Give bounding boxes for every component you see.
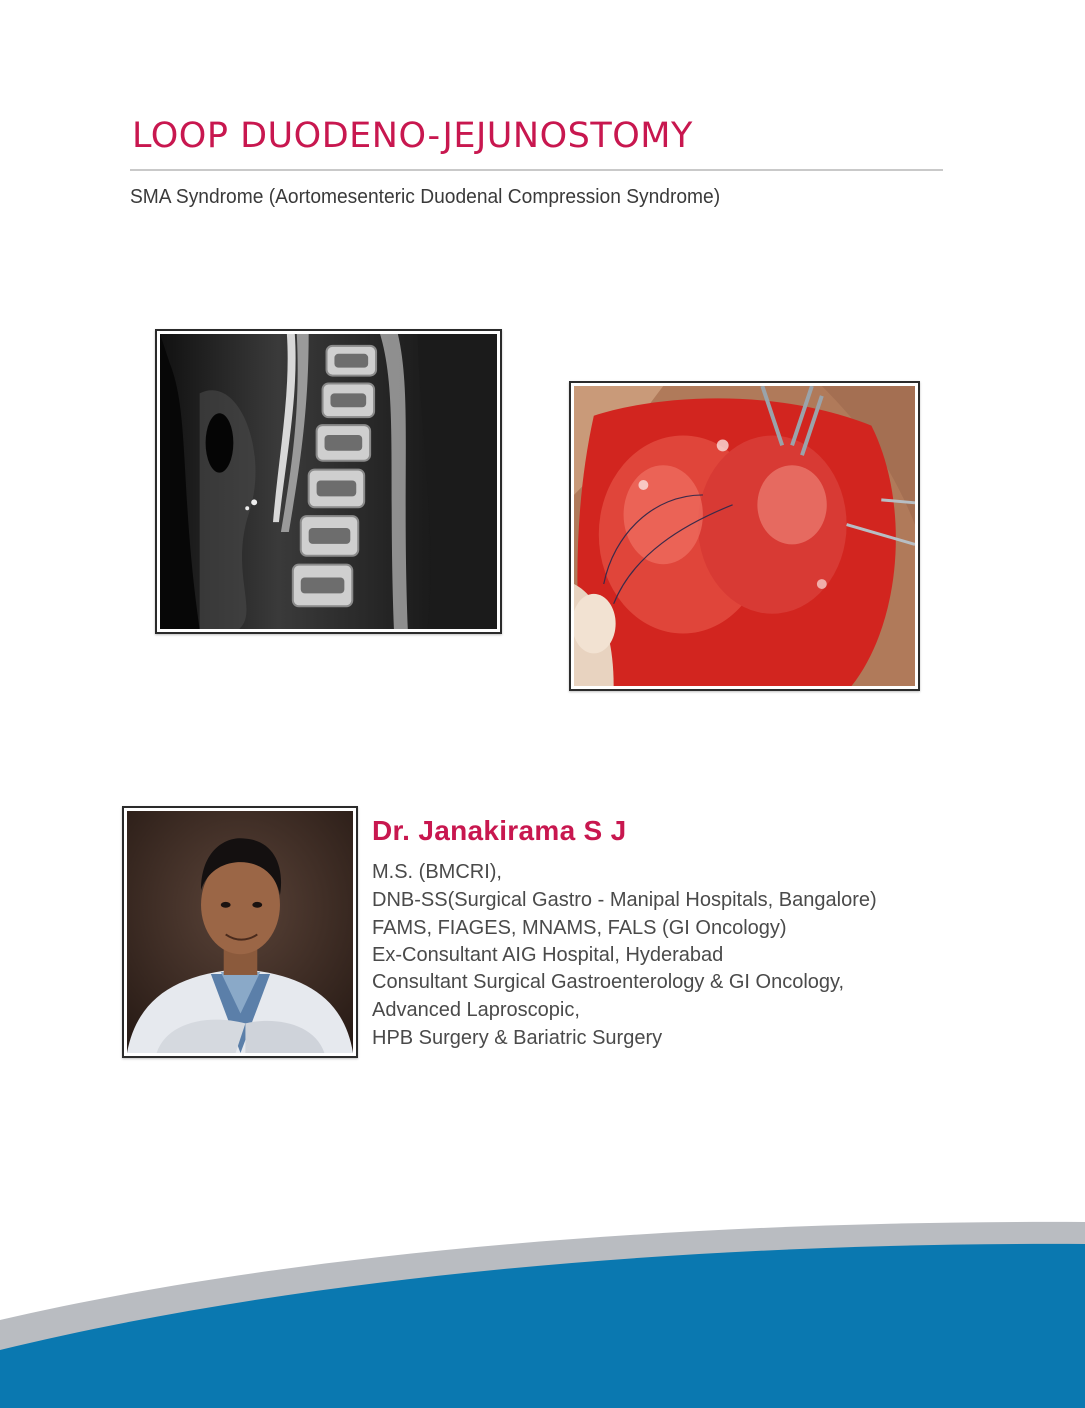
- doctor-portrait: [122, 806, 358, 1058]
- credential-item: Consultant Surgical Gastroenterology & GI Oncology,: [372, 971, 845, 993]
- title-divider: [130, 169, 943, 171]
- surgical-illustration: [574, 386, 915, 686]
- page-subtitle: SMA Syndrome (Aortomesenteric Duodenal Compression Syndrome): [130, 186, 721, 208]
- ct-scan-image: [155, 329, 502, 634]
- credential-item: Ex-Consultant AIG Hospital, Hyderabad: [372, 944, 724, 966]
- footer-wave: [0, 1210, 1085, 1408]
- portrait-illustration: [127, 811, 353, 1053]
- credential-item: DNB-SS(Surgical Gastro - Manipal Hospitals, Bangalore): [372, 889, 877, 911]
- page-title: LOOP DUODENO-JEJUNOSTOMY: [132, 116, 693, 156]
- credential-item: HPB Surgery & Bariatric Surgery: [372, 1027, 663, 1049]
- ct-scan-illustration: [160, 334, 497, 629]
- credential-item: FAMS, FIAGES, MNAMS, FALS (GI Oncology): [372, 917, 787, 939]
- surgical-photo: [569, 381, 920, 691]
- doctor-name: Dr. Janakirama S J: [372, 815, 627, 846]
- credential-item: Advanced Laproscopic,: [372, 999, 580, 1021]
- doctor-credentials: [372, 858, 877, 1052]
- credential-item: M.S. (BMCRI),: [372, 861, 502, 883]
